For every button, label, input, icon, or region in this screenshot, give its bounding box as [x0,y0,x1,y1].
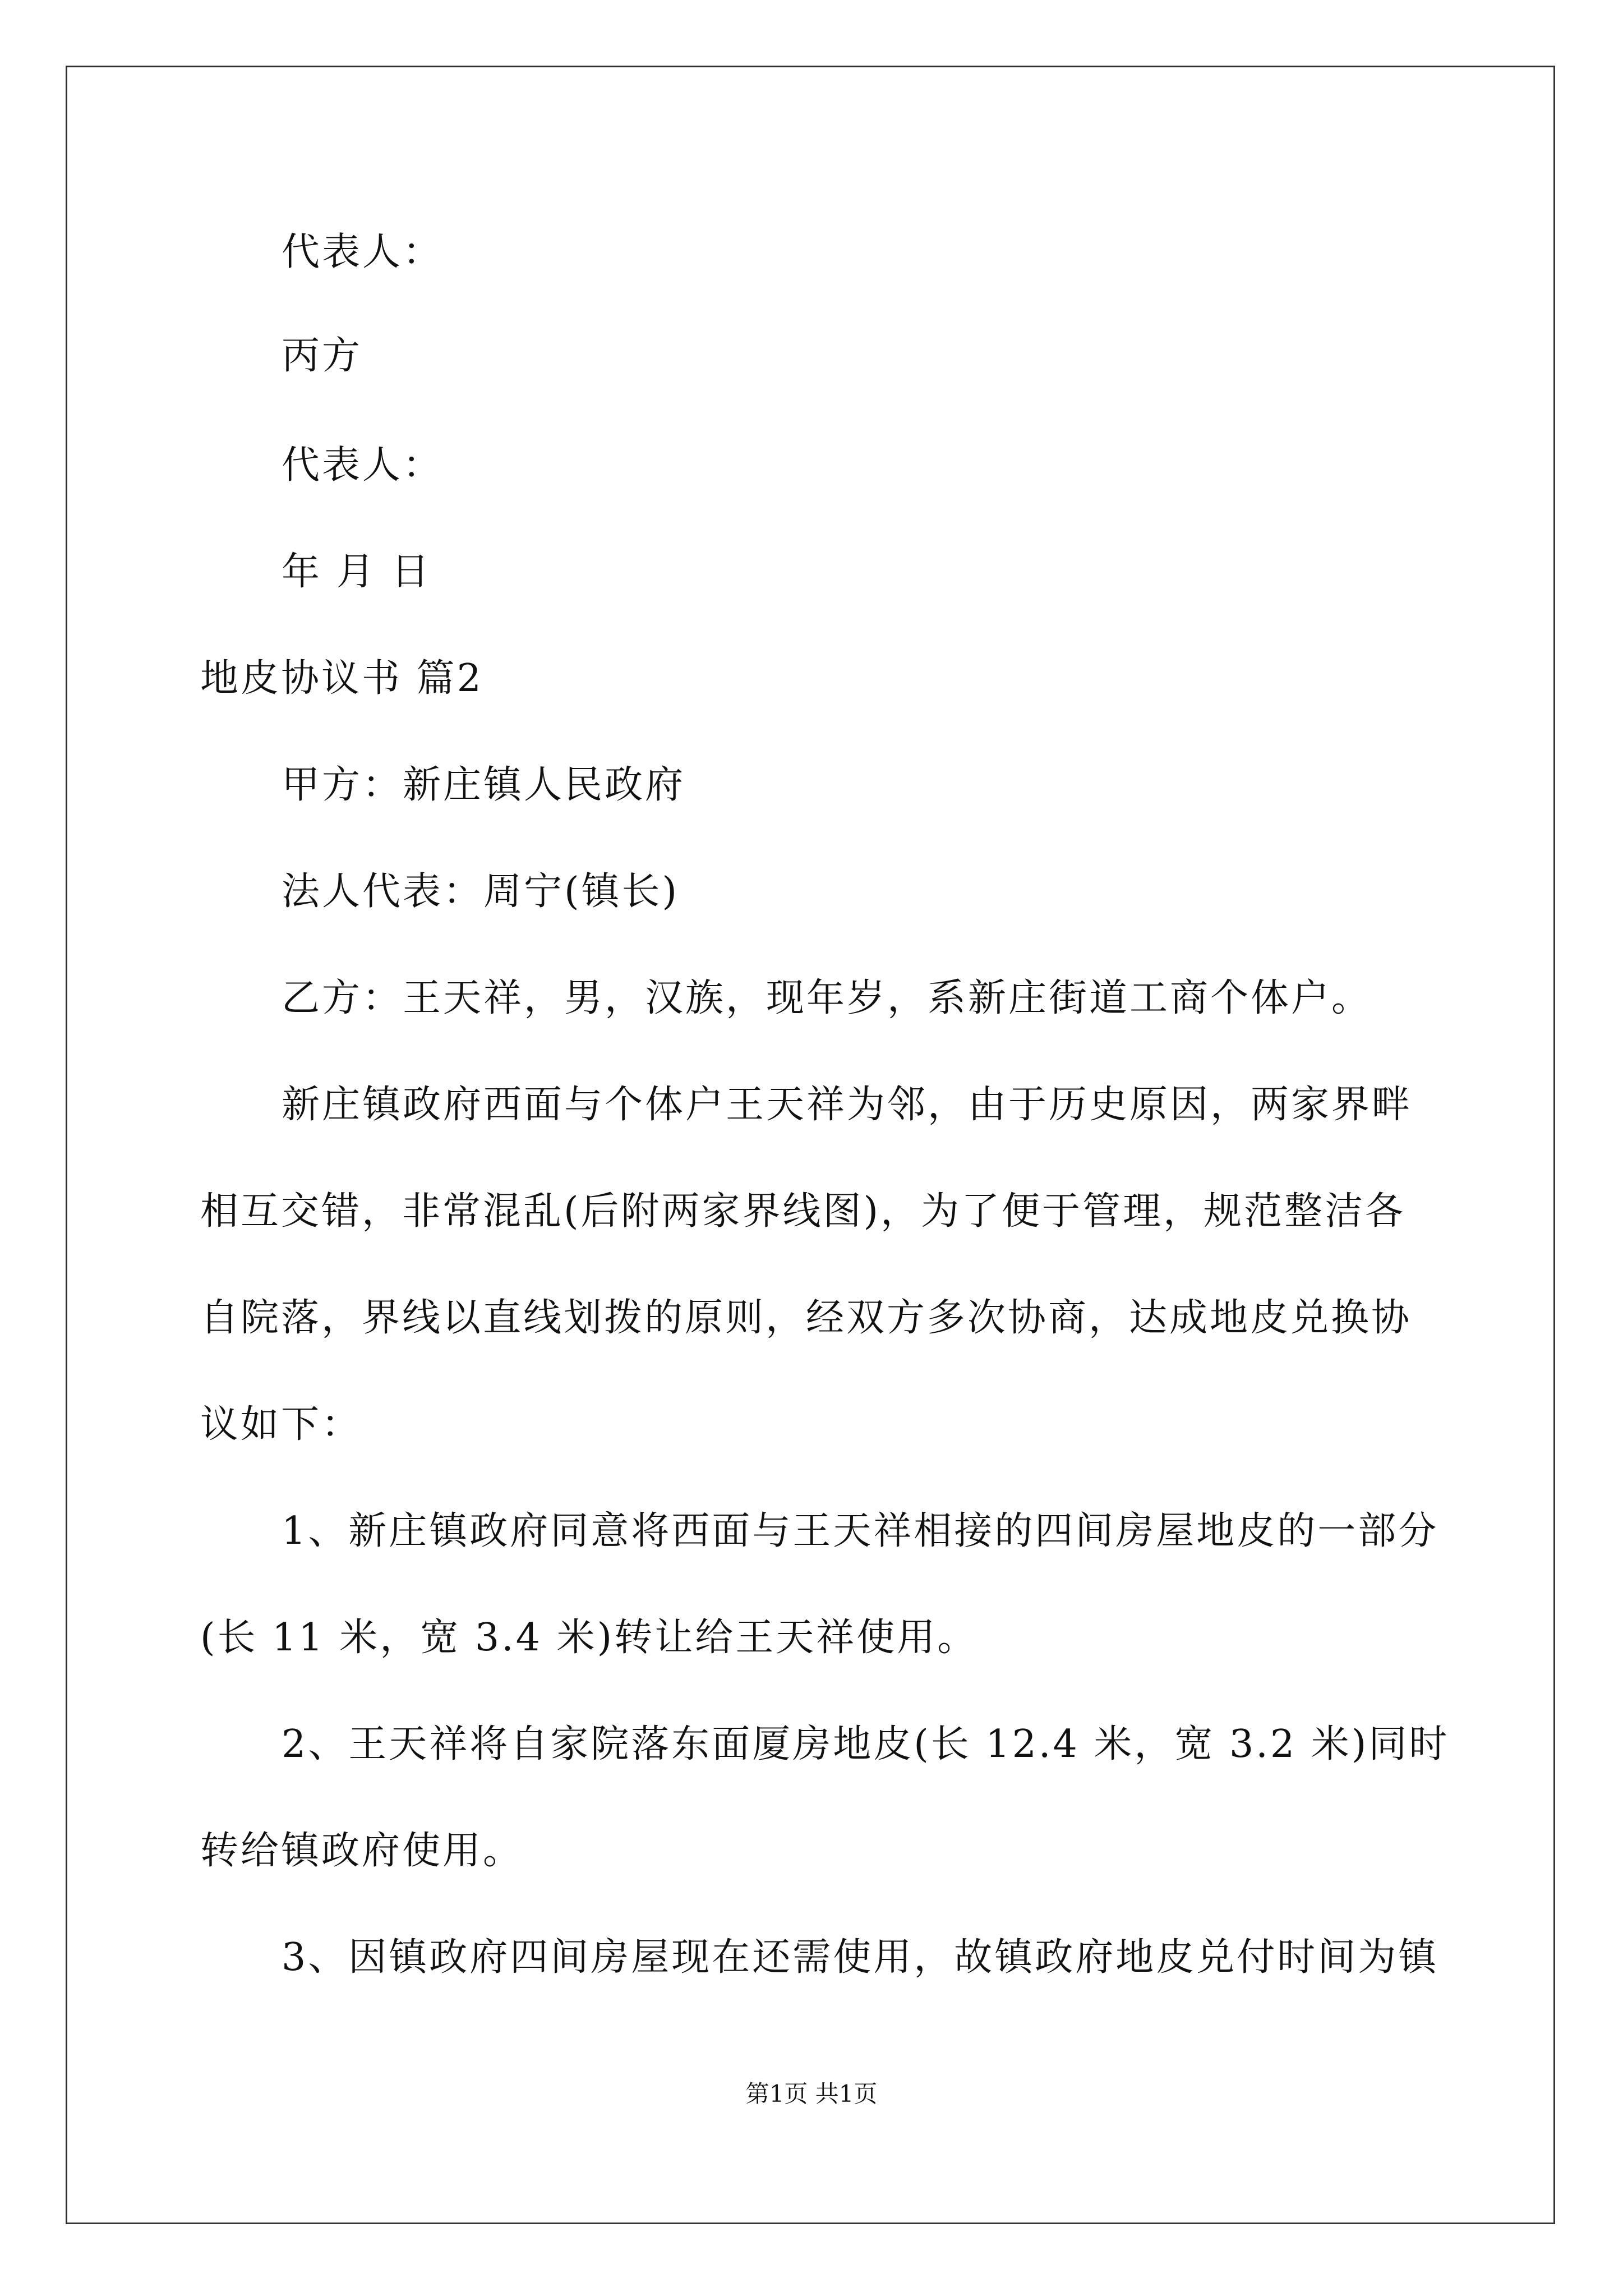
clause-1-line-1: 1、新庄镇政府同意将西面与王天祥相接的四间房屋地皮的一部分 [282,1509,1439,1553]
clause-1-line-2: (长 11 米，宽 3.4 米)转让给王天祥使用。 [200,1616,978,1660]
page-footer: 第1页 共1页 [745,2080,878,2108]
clause-3-line-1: 3、因镇政府四间房屋现在还需使用，故镇政府地皮兑付时间为镇 [282,1935,1439,1980]
paragraph-1-line-3: 自院落，界线以直线划拨的原则，经双方多次协商，达成地皮兑换协 [200,1296,1412,1340]
party-b-line: 乙方：王天祥，男，汉族，现年岁，系新庄街道工商个体户。 [282,976,1372,1020]
clause-2-line-1: 2、王天祥将自家院落东面厦房地皮(长 12.4 米，宽 3.2 米)同时 [282,1722,1450,1766]
date-line: 年 月 日 [282,550,432,594]
representative-line-2: 代表人： [282,443,444,487]
paragraph-1-line-1: 新庄镇政府西面与个体户王天祥为邻，由于历史原因，两家界畔 [282,1083,1413,1127]
representative-line-1: 代表人： [282,230,444,274]
paragraph-1-line-4: 议如下： [200,1402,362,1447]
section-title: 地皮协议书 篇2 [200,656,483,701]
page-border [66,66,1555,2224]
paragraph-1-line-2: 相互交错，非常混乱(后附两家界线图)，为了便于管理，规范整洁各 [200,1189,1406,1234]
party-c-line: 丙方 [282,334,363,378]
legal-representative-line: 法人代表：周宁(镇长) [282,869,680,914]
clause-2-line-2: 转给镇政府使用。 [200,1829,524,1873]
party-a-line: 甲方：新庄镇人民政府 [282,763,686,807]
